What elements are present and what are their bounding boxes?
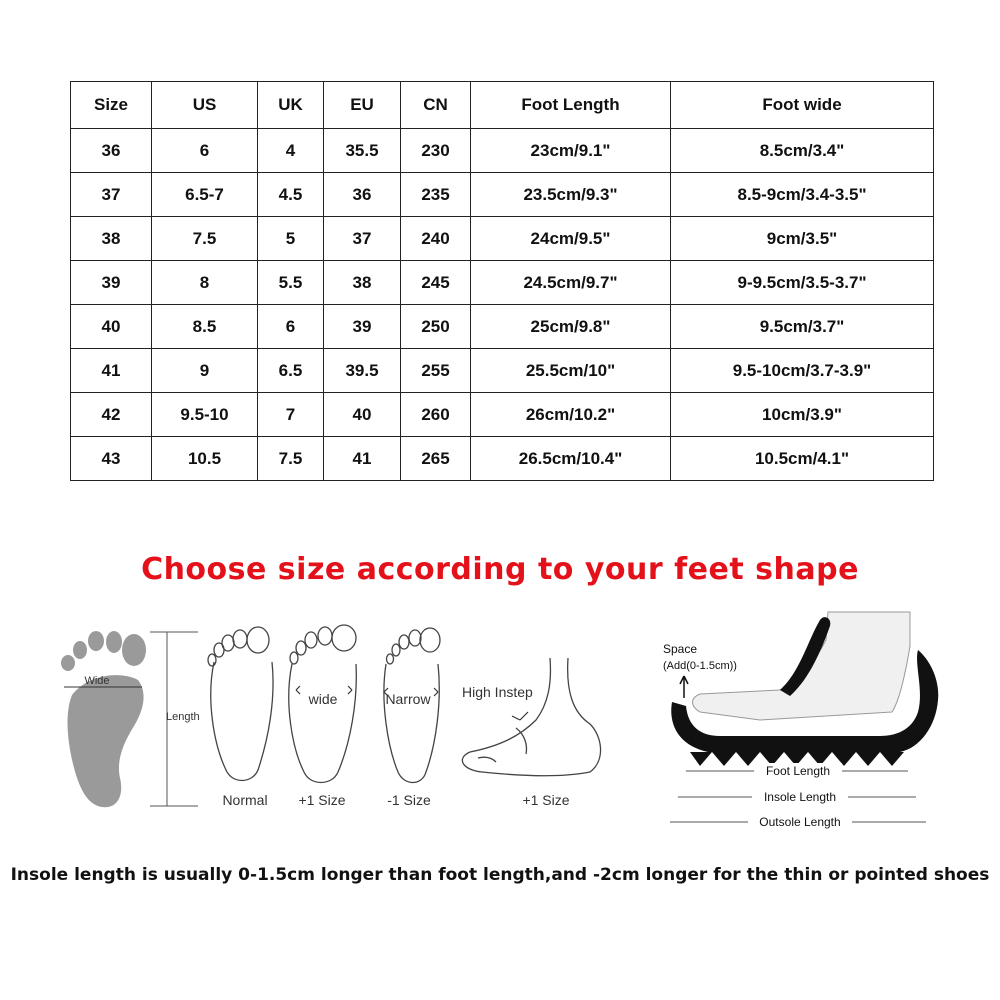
table-cell: 9.5-10cm/3.7-3.9" xyxy=(671,349,934,393)
table-cell: 9 xyxy=(152,349,258,393)
table-row xyxy=(71,129,934,173)
footprint-icon xyxy=(61,631,146,807)
table-cell: 26.5cm/10.4" xyxy=(471,437,671,481)
instep-caption: +1 Size xyxy=(522,792,570,808)
header-cn: CN xyxy=(401,82,471,129)
table-cell: 10.5 xyxy=(152,437,258,481)
narrow-caption: -1 Size xyxy=(387,792,431,808)
table-cell: 23.5cm/9.3" xyxy=(471,173,671,217)
insole-length-label: Insole Length xyxy=(763,790,837,804)
wide-foot-diagram xyxy=(289,625,357,808)
table-cell: 36 xyxy=(71,129,152,173)
table-cell: 39.5 xyxy=(324,349,401,393)
narrow-foot-diagram xyxy=(384,628,440,808)
outsole-length-label: Outsole Length xyxy=(759,815,841,829)
table-cell: 26cm/10.2" xyxy=(471,393,671,437)
table-cell: 36 xyxy=(324,173,401,217)
table-cell: 38 xyxy=(71,217,152,261)
table-cell: 230 xyxy=(401,129,471,173)
wide-label: Wide xyxy=(84,675,110,687)
instep-foot-icon xyxy=(462,658,600,776)
table-cell: 7 xyxy=(258,393,324,437)
table-cell: 7.5 xyxy=(258,437,324,481)
table-cell: 250 xyxy=(401,305,471,349)
table-cell: 38 xyxy=(324,261,401,305)
table-cell: 41 xyxy=(71,349,152,393)
table-cell: 37 xyxy=(71,173,152,217)
instep-arrow-icon xyxy=(512,712,528,720)
table-cell: 8.5 xyxy=(152,305,258,349)
table-cell: 25cm/9.8" xyxy=(471,305,671,349)
table-cell: 37 xyxy=(324,217,401,261)
size-chart-table xyxy=(70,81,934,481)
table-cell: 8 xyxy=(152,261,258,305)
length-label: Length xyxy=(166,711,200,723)
wide-caption: +1 Size xyxy=(298,792,346,808)
table-cell: 5 xyxy=(258,217,324,261)
space-value: (Add(0-1.5cm)) xyxy=(663,660,737,672)
table-row xyxy=(71,305,934,349)
narrow-annotation: Narrow xyxy=(385,691,431,707)
high-instep-diagram xyxy=(462,658,601,808)
foot-length-label: Foot Length xyxy=(765,764,831,778)
table-cell: 9.5cm/3.7" xyxy=(671,305,934,349)
table-cell: 255 xyxy=(401,349,471,393)
table-row xyxy=(71,393,934,437)
table-cell: 240 xyxy=(401,217,471,261)
footprint-diagram xyxy=(61,631,200,807)
table-row xyxy=(71,261,934,305)
table-cell: 35.5 xyxy=(324,129,401,173)
table-cell: 265 xyxy=(401,437,471,481)
table-cell: 43 xyxy=(71,437,152,481)
foot-shape-diagrams xyxy=(0,600,1000,860)
table-row xyxy=(71,173,934,217)
space-arrow-icon xyxy=(680,676,688,698)
header-uk: UK xyxy=(258,82,324,129)
table-cell: 42 xyxy=(71,393,152,437)
table-row xyxy=(71,349,934,393)
table-cell: 24cm/9.5" xyxy=(471,217,671,261)
table-row xyxy=(71,217,934,261)
header-eu: EU xyxy=(324,82,401,129)
table-cell: 5.5 xyxy=(258,261,324,305)
table-cell: 6.5-7 xyxy=(152,173,258,217)
table-row xyxy=(71,437,934,481)
table-cell: 6.5 xyxy=(258,349,324,393)
normal-foot-icon xyxy=(208,627,273,781)
normal-foot-diagram xyxy=(208,627,273,808)
table-cell: 9-9.5cm/3.5-3.7" xyxy=(671,261,934,305)
table-cell: 23cm/9.1" xyxy=(471,129,671,173)
table-cell: 6 xyxy=(152,129,258,173)
header-foot-wide: Foot wide xyxy=(671,82,934,129)
table-cell: 8.5cm/3.4" xyxy=(671,129,934,173)
table-cell: 245 xyxy=(401,261,471,305)
table-cell: 39 xyxy=(324,305,401,349)
table-cell: 4.5 xyxy=(258,173,324,217)
table-cell: 10cm/3.9" xyxy=(671,393,934,437)
table-cell: 41 xyxy=(324,437,401,481)
table-cell: 260 xyxy=(401,393,471,437)
header-us: US xyxy=(152,82,258,129)
sizing-footnote: Insole length is usually 0-1.5cm longer than foot length,and -2cm longer for the thin or pointed shoes xyxy=(10,865,990,885)
header-foot-length: Foot Length xyxy=(471,82,671,129)
table-cell: 9.5-10 xyxy=(152,393,258,437)
instep-annotation: High Instep xyxy=(462,684,533,700)
table-cell: 7.5 xyxy=(152,217,258,261)
normal-caption: Normal xyxy=(222,792,268,808)
table-cell: 24.5cm/9.7" xyxy=(471,261,671,305)
table-cell: 25.5cm/10" xyxy=(471,349,671,393)
space-label: Space xyxy=(663,642,698,656)
wide-annotation: wide xyxy=(308,691,338,707)
table-cell: 4 xyxy=(258,129,324,173)
table-cell: 40 xyxy=(324,393,401,437)
table-cell: 235 xyxy=(401,173,471,217)
table-cell: 6 xyxy=(258,305,324,349)
header-size: Size xyxy=(71,82,152,129)
shoe-cross-section-diagram xyxy=(663,612,938,830)
table-body xyxy=(71,129,934,481)
table-cell: 40 xyxy=(71,305,152,349)
table-header-row xyxy=(71,82,934,129)
table-cell: 9cm/3.5" xyxy=(671,217,934,261)
table-cell: 10.5cm/4.1" xyxy=(671,437,934,481)
page-heading: Choose size according to your feet shape xyxy=(141,552,859,587)
table-cell: 39 xyxy=(71,261,152,305)
table-cell: 8.5-9cm/3.4-3.5" xyxy=(671,173,934,217)
